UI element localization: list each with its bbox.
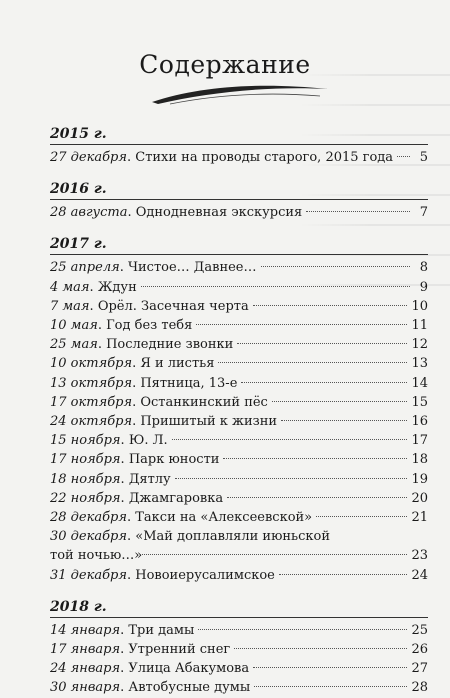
- page-number: 21: [411, 510, 428, 526]
- toc-entry-title: Ю. Л.: [128, 433, 168, 449]
- toc-entry[interactable]: [50, 621, 428, 640]
- toc-entry-date: 24 октября: [50, 414, 133, 430]
- dot-leader: [316, 516, 407, 517]
- toc-entry[interactable]: [50, 393, 428, 412]
- page-number: 5: [419, 150, 428, 165]
- toc-entry-title: Джамгаровка: [128, 490, 224, 506]
- toc-entry-date: 10 мая: [50, 318, 98, 334]
- toc-entry-date: 22 ноября: [50, 490, 121, 506]
- toc-entry[interactable]: [50, 640, 428, 659]
- section-gap: [50, 585, 428, 599]
- page-number: 15: [411, 394, 428, 410]
- page-number: 26: [411, 642, 428, 658]
- toc-entry-date: 25 апреля: [50, 260, 120, 276]
- toc-entry-date: 17 ноября: [50, 452, 121, 468]
- year-heading: 2015 г.: [50, 126, 107, 142]
- year-rule: [50, 199, 428, 200]
- page-number: 28: [411, 680, 428, 696]
- toc-entry-date: 24 января: [50, 661, 121, 677]
- dot-leader: [281, 420, 407, 421]
- dot-leader: [234, 648, 407, 649]
- dot-leader: [223, 458, 407, 459]
- dot-leader: [196, 324, 407, 325]
- page-number: 17: [411, 433, 428, 449]
- toc-entry[interactable]: [50, 297, 428, 316]
- dot-leader: [253, 667, 407, 668]
- toc-entry-text: 25 апреля. Чистое… Давнее…: [50, 260, 257, 276]
- toc-entry-title: Останкинский пёс: [140, 394, 268, 410]
- toc-entry-title: Орёл. Засечная черта: [97, 298, 249, 314]
- page-number: 10: [411, 298, 428, 314]
- toc-entry-date: 10 октября: [50, 356, 133, 372]
- toc-entry-text: 18 ноября. Дятлу: [50, 471, 171, 487]
- toc-entry[interactable]: [50, 659, 428, 678]
- toc-entry-text: 14 января. Три дамы: [50, 622, 195, 638]
- toc-entry[interactable]: [50, 412, 428, 431]
- toc-entry[interactable]: [50, 354, 428, 373]
- page-number: 25: [411, 622, 428, 638]
- page-number: 20: [411, 490, 428, 506]
- toc-entry-title: Парк юности: [128, 452, 220, 468]
- toc-entry-title: Дятлу: [128, 471, 171, 487]
- section-gap: [50, 222, 428, 236]
- dot-leader: [306, 211, 410, 212]
- year-rule: [50, 144, 428, 145]
- toc-entry-date: 17 января: [50, 642, 121, 658]
- toc-entry-title: Однодневная экскурсия: [135, 205, 303, 221]
- dot-leader: [142, 554, 407, 555]
- dot-leader: [272, 401, 408, 402]
- toc-entry[interactable]: [50, 148, 428, 167]
- toc-entry-text: 7 мая. Орёл. Засечная черта: [50, 298, 249, 314]
- dot-leader: [172, 439, 408, 440]
- toc-entry-title: Я и листья: [140, 356, 215, 372]
- toc-entry-date: 15 ноября: [50, 433, 121, 449]
- toc-entry-text: 25 мая. Последние звонки: [50, 337, 234, 353]
- page-number: 11: [411, 318, 428, 334]
- toc-entry-title: Ждун: [97, 279, 137, 295]
- toc-entry-title: Год без тебя: [106, 318, 193, 334]
- dot-leader: [254, 686, 407, 687]
- dot-leader: [241, 382, 407, 383]
- toc-entry-text: 28 августа. Однодневная экскурсия: [50, 205, 303, 221]
- page-title: Содержание: [139, 50, 311, 79]
- toc-entry-title: Новоиерусалимское: [135, 567, 275, 583]
- toc-entry[interactable]: [50, 508, 428, 527]
- year-heading: 2016 г.: [50, 181, 107, 198]
- toc-entry[interactable]: [50, 566, 428, 585]
- toc-entry-date: 13 октября: [50, 375, 133, 391]
- toc-entry-title-line2: той ночью…»: [50, 548, 143, 564]
- toc-entry-title: Утренний снег: [128, 642, 231, 658]
- toc-entry-text: 22 ноября. Джамгаровка: [50, 490, 224, 506]
- toc-entry-title: Стихи на проводы старого, 2015 года: [135, 150, 394, 165]
- toc-entry[interactable]: [50, 258, 428, 277]
- dot-leader: [218, 362, 407, 363]
- toc-entry-date: 30 января: [50, 680, 121, 696]
- page-number: 23: [411, 548, 428, 564]
- toc-entry[interactable]: [50, 316, 428, 335]
- title-swash-ornament: [150, 80, 330, 106]
- toc-entry[interactable]: [50, 431, 428, 450]
- dot-leader: [198, 629, 407, 630]
- toc-entry-text: 10 октября. Я и листья: [50, 356, 215, 372]
- toc-entry-text: 27 декабря. Стихи на проводы старого, 2015 года: [50, 150, 394, 165]
- toc-entry-date: 14 января: [50, 622, 121, 638]
- toc-entry[interactable]: [50, 374, 428, 393]
- page-number: 18: [411, 452, 428, 468]
- toc-entry-text: 17 января. Утренний снег: [50, 642, 231, 658]
- page-number: 14: [411, 375, 428, 391]
- toc-entry[interactable]: [50, 203, 428, 222]
- toc-entry-text: 30 января. Автобусные думы: [50, 680, 251, 696]
- dot-leader: [397, 156, 410, 157]
- toc-entry-date: 28 августа: [50, 205, 128, 221]
- toc-entry-text: 30 декабря. «Май доплавляли июньской: [50, 529, 331, 545]
- section-gap: [50, 167, 428, 181]
- toc-entry[interactable]: [50, 527, 428, 546]
- toc-entry-text: 24 января. Улица Абакумова: [50, 661, 250, 677]
- year-heading: 2017 г.: [50, 236, 107, 253]
- toc-entry-text: 4 мая. Ждун: [50, 279, 137, 295]
- toc-entry-date: 25 мая: [50, 337, 98, 353]
- toc-entry[interactable]: [50, 335, 428, 354]
- toc-entry-title: Пятница, 13-е: [140, 375, 238, 391]
- toc-entry-title: Три дамы: [128, 622, 195, 638]
- page-number: 12: [411, 337, 428, 353]
- toc-entry-date: 4 мая: [50, 279, 90, 295]
- page-number: 16: [411, 414, 428, 430]
- toc-entry-text: 15 ноября. Ю. Л.: [50, 433, 168, 449]
- toc-entry-date: 27 декабря: [50, 150, 127, 165]
- page-number: 13: [411, 356, 428, 372]
- toc-entry-title: Пришитый к жизни: [140, 414, 278, 430]
- dot-leader: [253, 305, 408, 306]
- toc-entry-date: 18 ноября: [50, 471, 121, 487]
- page-number: 27: [411, 661, 428, 677]
- toc-entry-date: 28 декабря: [50, 510, 127, 526]
- toc-entry-text: 24 октября. Пришитый к жизни: [50, 414, 278, 430]
- toc-entry-date: 17 октября: [50, 394, 133, 410]
- year-rule: [50, 617, 428, 618]
- toc-entry-title: «Май доплавляли июньской: [135, 529, 331, 545]
- toc-entry-title: Улица Абакумова: [128, 661, 250, 677]
- year-heading: 2018 г.: [50, 598, 107, 615]
- toc-entry[interactable]: [50, 678, 428, 697]
- toc-entry[interactable]: [50, 450, 428, 469]
- toc-entry-title: Такси на «Алексеевской»: [135, 510, 313, 526]
- page-number: 24: [411, 567, 428, 583]
- toc-entry[interactable]: [50, 278, 428, 297]
- toc-entry-text: 17 октября. Останкинский пёс: [50, 394, 268, 410]
- toc-entry-text: 13 октября. Пятница, 13-е: [50, 375, 238, 391]
- dot-leader: [279, 574, 408, 575]
- toc-entry-text: 28 декабря. Такси на «Алексеевской»: [50, 510, 313, 526]
- toc-entry-date: 31 декабря: [50, 567, 127, 583]
- toc-entry-text: 17 ноября. Парк юности: [50, 452, 220, 468]
- page-number: 9: [419, 279, 428, 295]
- toc-entry-date: 30 декабря: [50, 529, 127, 545]
- page-number: 19: [411, 471, 428, 487]
- page-number: 7: [419, 205, 428, 221]
- toc-entry-text: 10 мая. Год без тебя: [50, 318, 193, 334]
- toc-entry-title: Автобусные думы: [128, 680, 251, 696]
- toc-entry-title: Последние звонки: [106, 337, 234, 353]
- page-number: 8: [419, 260, 428, 276]
- year-rule: [50, 254, 428, 255]
- dot-leader: [261, 266, 411, 267]
- dot-leader: [227, 497, 407, 498]
- dot-leader: [175, 478, 408, 479]
- toc-entry-text: 31 декабря. Новоиерусалимское: [50, 567, 275, 583]
- toc-entry[interactable]: [50, 470, 428, 489]
- dot-leader: [141, 286, 410, 287]
- toc-entry-date: 7 мая: [50, 298, 90, 314]
- toc-entry-title: Чистое… Давнее…: [127, 260, 257, 276]
- toc-entry-continuation[interactable]: [50, 546, 428, 565]
- table-of-contents: [50, 126, 428, 698]
- toc-entry[interactable]: [50, 489, 428, 508]
- dot-leader: [237, 343, 407, 344]
